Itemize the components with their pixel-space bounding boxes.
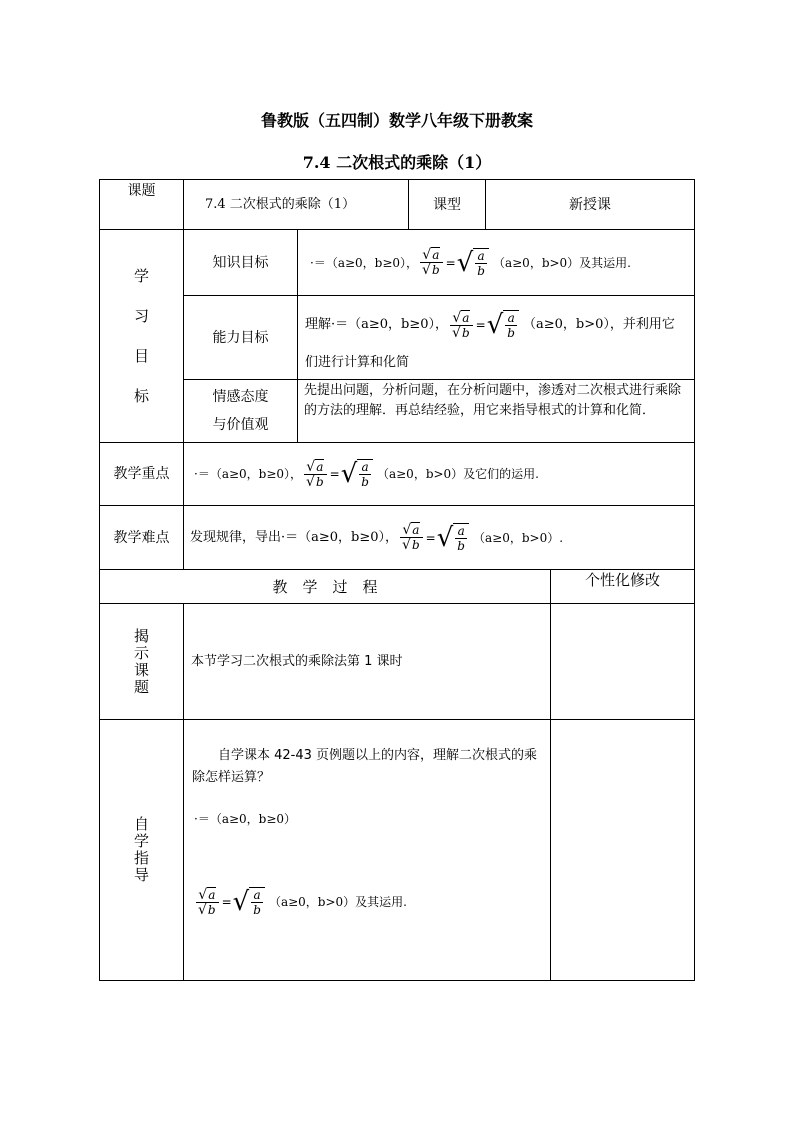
reveal-text: 本节学习二次根式的乘除法第 1 课时 [191,653,403,669]
label-type: 课型 [433,196,461,213]
document-title: 鲁教版（五四制）数学八年级下册教案 [260,111,533,130]
topic-value: 7.4 二次根式的乘除（1） [205,196,356,212]
selfstudy-formula-2: $\frac{√a}{√b}$ = √ a b （a≥0，b>0）及其运用. [198,886,407,918]
emotion-objective-text: 先提出问题，分析问题，在分析问题中，渗透对二次根式进行乘除的方法的理解．再总结经验，用它来指导根式的计算和化简． [304,383,682,418]
selfstudy-label: 自 学 指 导 [133,815,149,884]
difficulty-label: 教学难点 [113,529,170,546]
ability-objective-label: 能力目标 [212,329,269,346]
selfstudy-formula-1: ·＝（a≥0，b≥0） [194,812,297,826]
selfstudy-intro: 自学课本 42-43 页例题以上的内容，理解二次根式的乘除怎样运算？ [192,748,538,785]
knowledge-objective-label: 知识目标 [212,254,269,271]
emotion-objective-label: 情感态度 与价值观 [212,389,269,433]
reveal-label: 揭 示 课 题 [133,626,149,696]
personal-header: 个性化修改 [584,571,660,589]
process-header: 教 学 过 程 [272,577,378,596]
objectives-label: 学 习 目 标 [133,267,149,405]
label-topic: 课题 [127,183,156,199]
knowledge-objective-text: ·＝（a≥0，b≥0）， $\frac{√a}{√b}$ = √ a b （a≥0，b>0）及其运用. [310,247,631,278]
difficulty-text: 发现规律，导出·＝（a≥0，b≥0）， $\frac{√a}{√b}$ = √ a b （a≥0，b>0）. [190,522,564,553]
type-value: 新授课 [569,196,611,213]
ability-objective-text: 理解·＝（a≥0，b≥0）， $\frac{√a}{√b}$ = √ a b （a≥0，b>0），并利用它 们进行计算和化简 [305,309,675,370]
document-subtitle: 7.4 二次根式的乘除（1） [302,153,492,172]
key-point-label: 教学重点 [113,466,170,482]
key-point-text: ·＝（a≥0，b≥0）， $\frac{√a}{√b}$ = √ a b （a≥0，b>0）及它们的运用. [194,458,539,490]
